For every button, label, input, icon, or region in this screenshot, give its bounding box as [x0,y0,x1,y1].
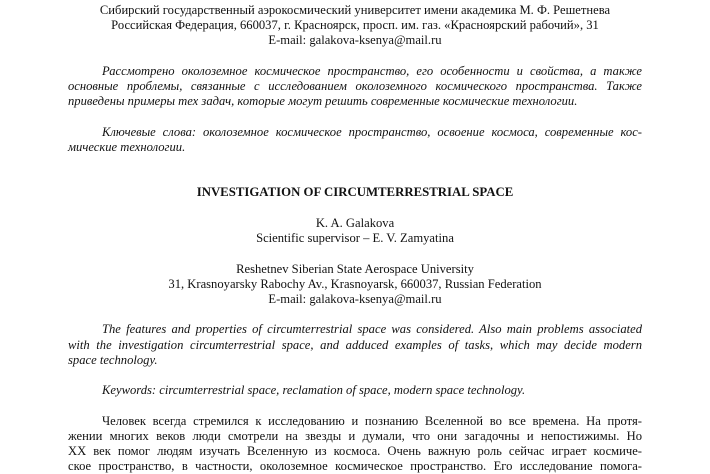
affiliation-ru-university: Сибирский государственный аэрокосмический университет имени академика М. Ф. Решетнева [99,3,611,17]
keywords-ru-line: Ключевые слова: околоземное космическое пространство, освоение космоса, современные кос- [102,125,642,139]
affiliation-en-address: 31, Krasnoyarsky Rabochy Av., Krasnoyarsk, 660037, Russian Federation [168,277,542,291]
affiliation-ru-email: E-mail: galakova-ksenya@mail.ru [268,33,442,47]
affiliation-ru-address: Российская Федерация, 660037, г. Красноярск, просп. им. газ. «Красноярский рабочий», 31 [111,18,599,32]
scientific-supervisor: Scientific supervisor – E. V. Zamyatina [256,231,454,245]
affiliation-en-university: Reshetnev Siberian State Aerospace University [236,262,474,276]
abstract-ru-line: приведены примеры тех задач, которые могут решить современные космические технологии. [68,94,578,108]
abstract-ru-line: основные проблемы, связанные с исследованием околоземного космического пространства. Также [68,79,642,93]
keywords-ru-line: мические технологии. [68,140,186,154]
abstract-en-line: The features and properties of circumterrestrial space was considered. Also main problems associated [102,322,642,336]
paper-title: INVESTIGATION OF CIRCUMTERRESTRIAL SPACE [196,185,514,199]
abstract-ru-line: Рассмотрено околоземное космическое пространство, его особенности и свойства, а также [102,64,642,78]
body-paragraph-line: XX век помог людям изучать Вселенную из космоса. Очень важную роль сейчас играет космиче- [68,444,642,458]
abstract-en-line: space technology. [68,353,158,367]
body-paragraph-line: жении многих веков люди смотрели на звезды и думали, что они загадочны и непостижимы. Но [68,429,642,443]
affiliation-en-email: E-mail: galakova-ksenya@mail.ru [268,292,442,306]
keywords-en: Keywords: circumterrestrial space, reclamation of space, modern space technology. [102,383,526,397]
abstract-en-line: with the investigation circumterrestrial space, and adduced examples of tasks, which may decide modern [68,338,642,352]
body-paragraph-line: ское пространство, в частности, околоземное космическое пространство. Его исследование помога- [68,459,642,473]
author-name: K. A. Galakova [315,216,395,230]
body-paragraph-line: Человек всегда стремился к исследованию и познанию Вселенной во все времена. На протя- [102,414,642,428]
